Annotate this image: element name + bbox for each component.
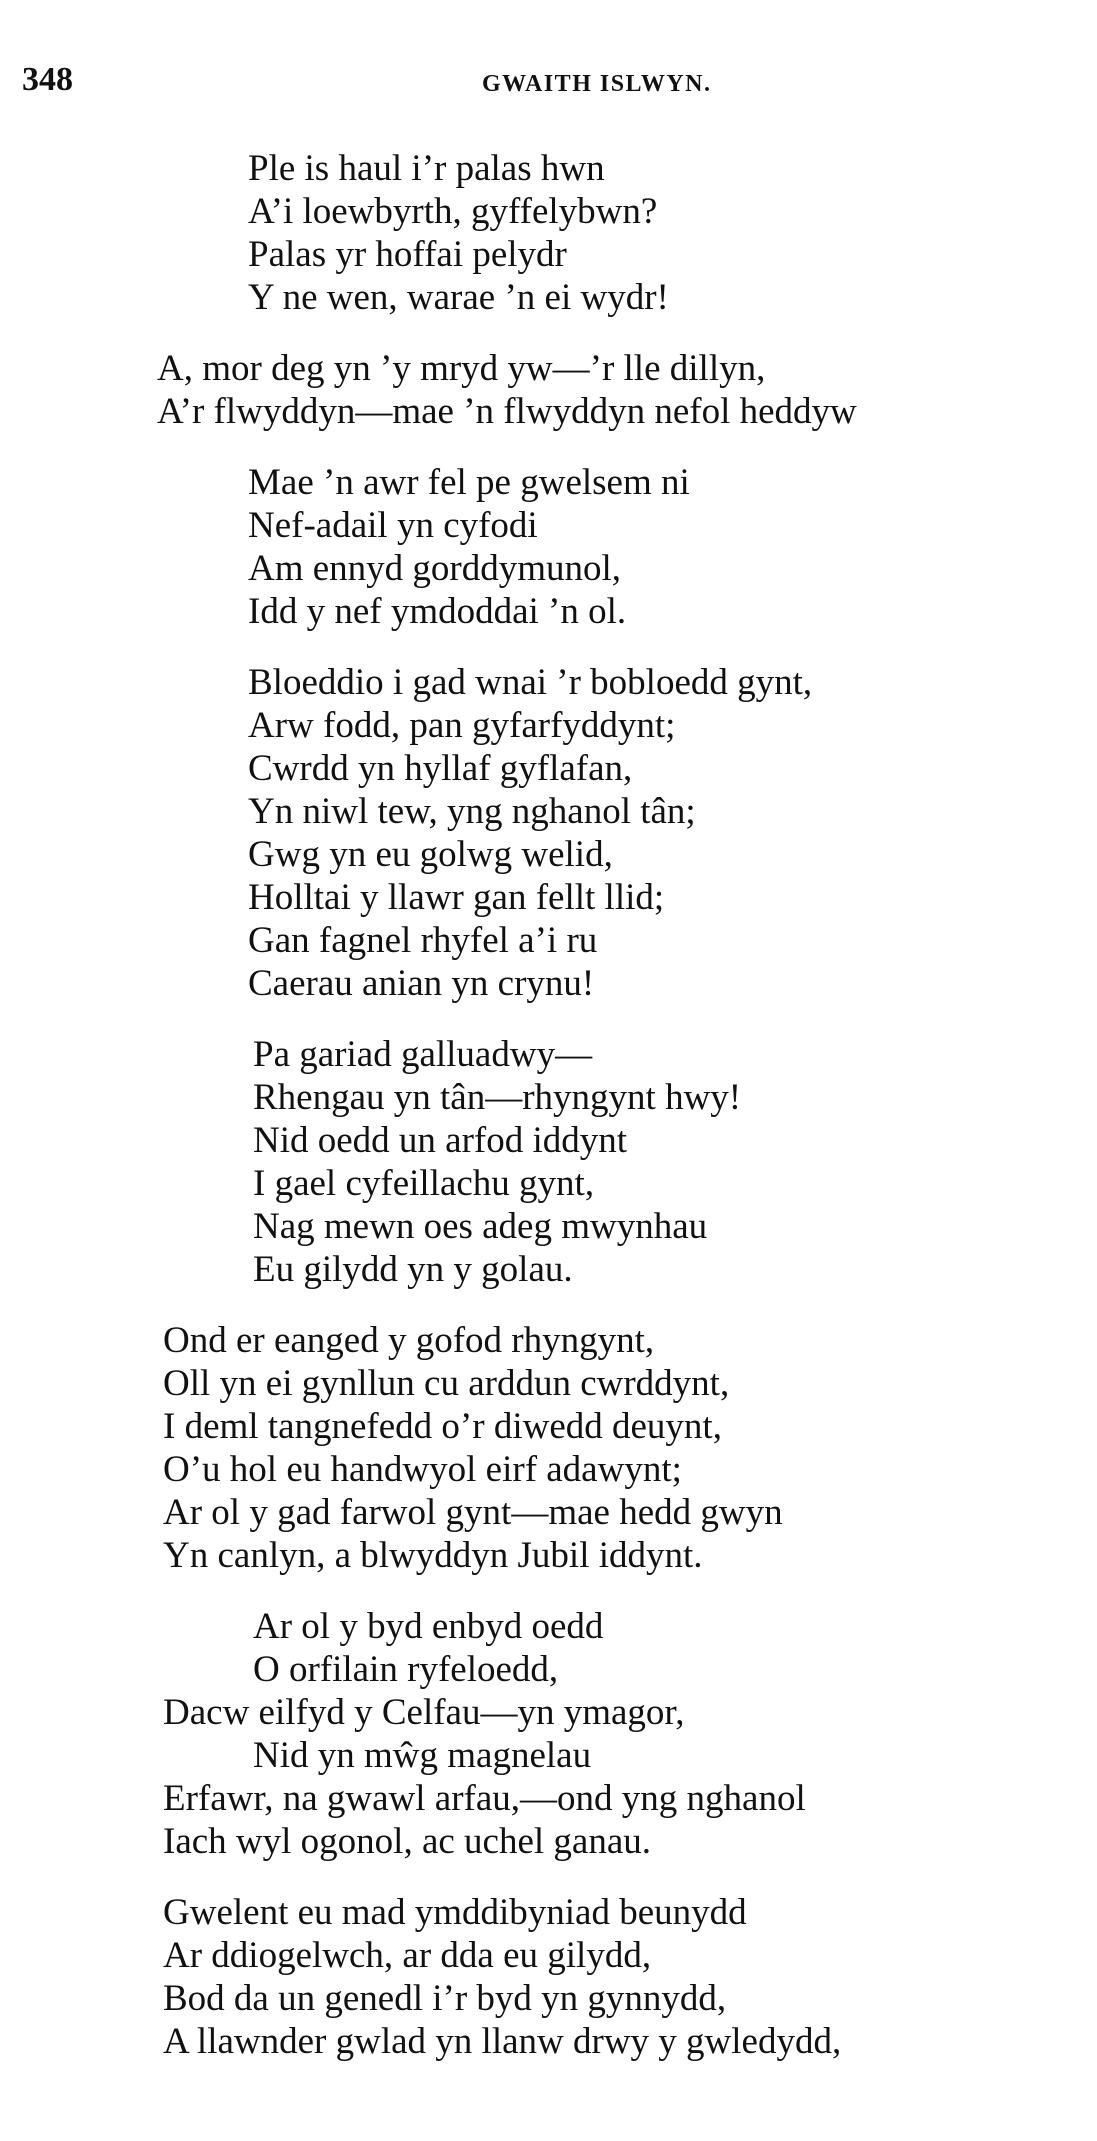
poem-line: Yn niwl tew, yng nghanol tân; xyxy=(248,791,696,832)
poem-line: Ond er eanged y gofod rhyngynt, xyxy=(163,1320,655,1361)
stanza xyxy=(0,1319,1097,1577)
poem-line: Rhengau yn tân—rhyngynt hwy! xyxy=(253,1077,742,1118)
poem-line: I deml tangnefedd o’r diwedd deuynt, xyxy=(163,1406,722,1447)
poem-line: Ar ddiogelwch, ar dda eu gilydd, xyxy=(163,1935,652,1976)
poem-line: Nid oedd un arfod iddynt xyxy=(253,1120,628,1161)
stanza xyxy=(0,147,1097,319)
poem-line: Caerau anian yn crynu! xyxy=(248,963,595,1004)
page-number: 348 xyxy=(22,61,73,98)
poem-line: Ar ol y gad farwol gynt—mae hedd gwyn xyxy=(163,1492,783,1533)
poem-line: Dacw eilfyd y Celfau—yn ymagor, xyxy=(163,1692,685,1733)
poem-line: Holltai y llawr gan fellt llid; xyxy=(248,877,665,918)
poem-line: Bod da un genedl i’r byd yn gynnydd, xyxy=(163,1978,727,2019)
stanza xyxy=(0,461,1097,633)
poem-line: Ple is haul i’r palas hwn xyxy=(248,148,605,189)
stanza xyxy=(0,1605,1097,1863)
poem-line: A’i loewbyrth, gyffelybwn? xyxy=(248,191,658,232)
stanza xyxy=(0,1891,1097,2063)
poem-body xyxy=(0,147,1097,2063)
poem-line: Eu gilydd yn y golau. xyxy=(253,1249,573,1290)
poem-line: A llawnder gwlad yn llanw drwy y gwledydd, xyxy=(163,2021,842,2062)
poem-line: Ar ol y byd enbyd oedd xyxy=(253,1606,604,1647)
poem-line: O orfilain ryfeloedd, xyxy=(253,1649,559,1690)
poem-line: I gael cyfeillachu gynt, xyxy=(253,1163,595,1204)
poem-line: O’u hol eu handwyol eirf adawynt; xyxy=(163,1449,682,1490)
poem-line: Iach wyl ogonol, ac uchel ganau. xyxy=(163,1821,652,1862)
poem-line: Gan fagnel rhyfel a’i ru xyxy=(248,920,598,961)
poem-line: A, mor deg yn ’y mryd yw—’r lle dillyn, xyxy=(157,348,766,389)
running-head: GWAITH ISLWYN. xyxy=(482,71,712,97)
poem-line: Nag mewn oes adeg mwynhau xyxy=(253,1206,708,1247)
poem-line: Gwg yn eu golwg welid, xyxy=(248,834,613,875)
poem-line: Idd y nef ymdoddai ’n ol. xyxy=(248,591,627,632)
poem-line: Palas yr hoffai pelydr xyxy=(248,234,567,275)
poem-line: A’r flwyddyn—mae ’n flwyddyn nefol heddyw xyxy=(157,391,857,432)
poem-line: Bloeddio i gad wnai ’r bobloedd gynt, xyxy=(248,662,813,703)
poem-line: Arw fodd, pan gyfarfyddynt; xyxy=(248,705,676,746)
poem-line: Cwrdd yn hyllaf gyflafan, xyxy=(248,748,633,789)
poem-line: Y ne wen, warae ’n ei wydr! xyxy=(248,277,669,318)
poem-line: Am ennyd gorddymunol, xyxy=(248,548,622,589)
poem-line: Nid yn mŵg magnelau xyxy=(253,1735,592,1776)
stanza xyxy=(0,1033,1097,1291)
stanza xyxy=(0,347,1097,433)
poem-line: Gwelent eu mad ymddibyniad beunydd xyxy=(163,1892,747,1933)
poem-line: Pa gariad galluadwy— xyxy=(253,1034,593,1075)
stanza xyxy=(0,661,1097,1005)
poem-line: Nef-adail yn cyfodi xyxy=(248,505,538,546)
page-header xyxy=(22,60,1082,100)
poem-line: Yn canlyn, a blwyddyn Jubil iddynt. xyxy=(163,1535,703,1576)
poem-line: Erfawr, na gwawl arfau,—ond yng nghanol xyxy=(163,1778,806,1819)
poem-line: Oll yn ei gynllun cu arddun cwrddynt, xyxy=(163,1363,730,1404)
poem-line: Mae ’n awr fel pe gwelsem ni xyxy=(248,462,690,503)
